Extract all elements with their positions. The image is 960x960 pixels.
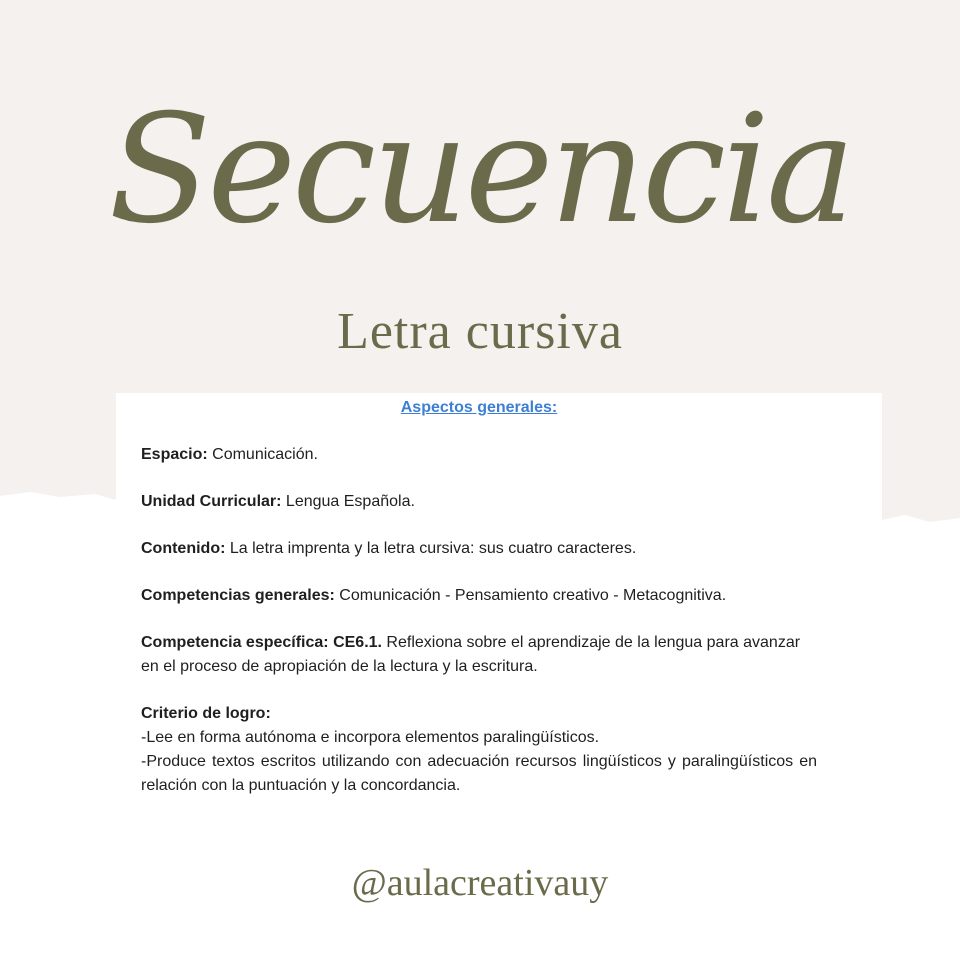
field-contenido xyxy=(141,537,817,561)
field-value: Lengua Española. xyxy=(281,493,415,510)
field-label: Espacio: xyxy=(141,446,208,463)
field-value: Reflexiona sobre el aprendizaje de la lengua para avanzar en el proceso de apropiación de la lectura y la escritura. xyxy=(141,634,801,675)
page-title: Secuencia xyxy=(108,83,852,257)
document-card xyxy=(116,393,882,823)
page-subtitle: Letra cursiva xyxy=(337,303,623,360)
field-label: Competencias generales: xyxy=(141,587,335,604)
field-value: Comunicación. xyxy=(207,446,318,463)
field-espacio xyxy=(141,443,817,467)
field-label: Criterio de logro: xyxy=(141,705,271,722)
field-competencias-generales xyxy=(141,584,817,608)
field-label: Competencia específica: CE6.1. xyxy=(141,634,382,651)
field-criterio-label xyxy=(141,702,817,726)
field-label: Unidad Curricular: xyxy=(141,493,282,510)
document-heading: Aspectos generales: xyxy=(400,399,558,416)
field-value: La letra imprenta y la letra cursiva: sus cuatro caracteres. xyxy=(225,540,637,557)
field-unidad-curricular xyxy=(141,490,817,514)
criterio-item: -Lee en forma autónoma e incorpora elementos paralingüísticos. xyxy=(141,729,600,746)
field-label: Contenido: xyxy=(141,540,226,557)
field-competencia-especifica xyxy=(141,631,817,679)
social-handle: @aulacreativauy xyxy=(351,862,609,904)
field-value: Comunicación - Pensamiento creativo - Metacognitiva. xyxy=(334,587,727,604)
criterio-item: -Produce textos escritos utilizando con adecuación recursos lingüísticos y paralingüísticos en relación con la puntuación y la concordancia. xyxy=(141,753,817,794)
document-content xyxy=(141,393,817,798)
